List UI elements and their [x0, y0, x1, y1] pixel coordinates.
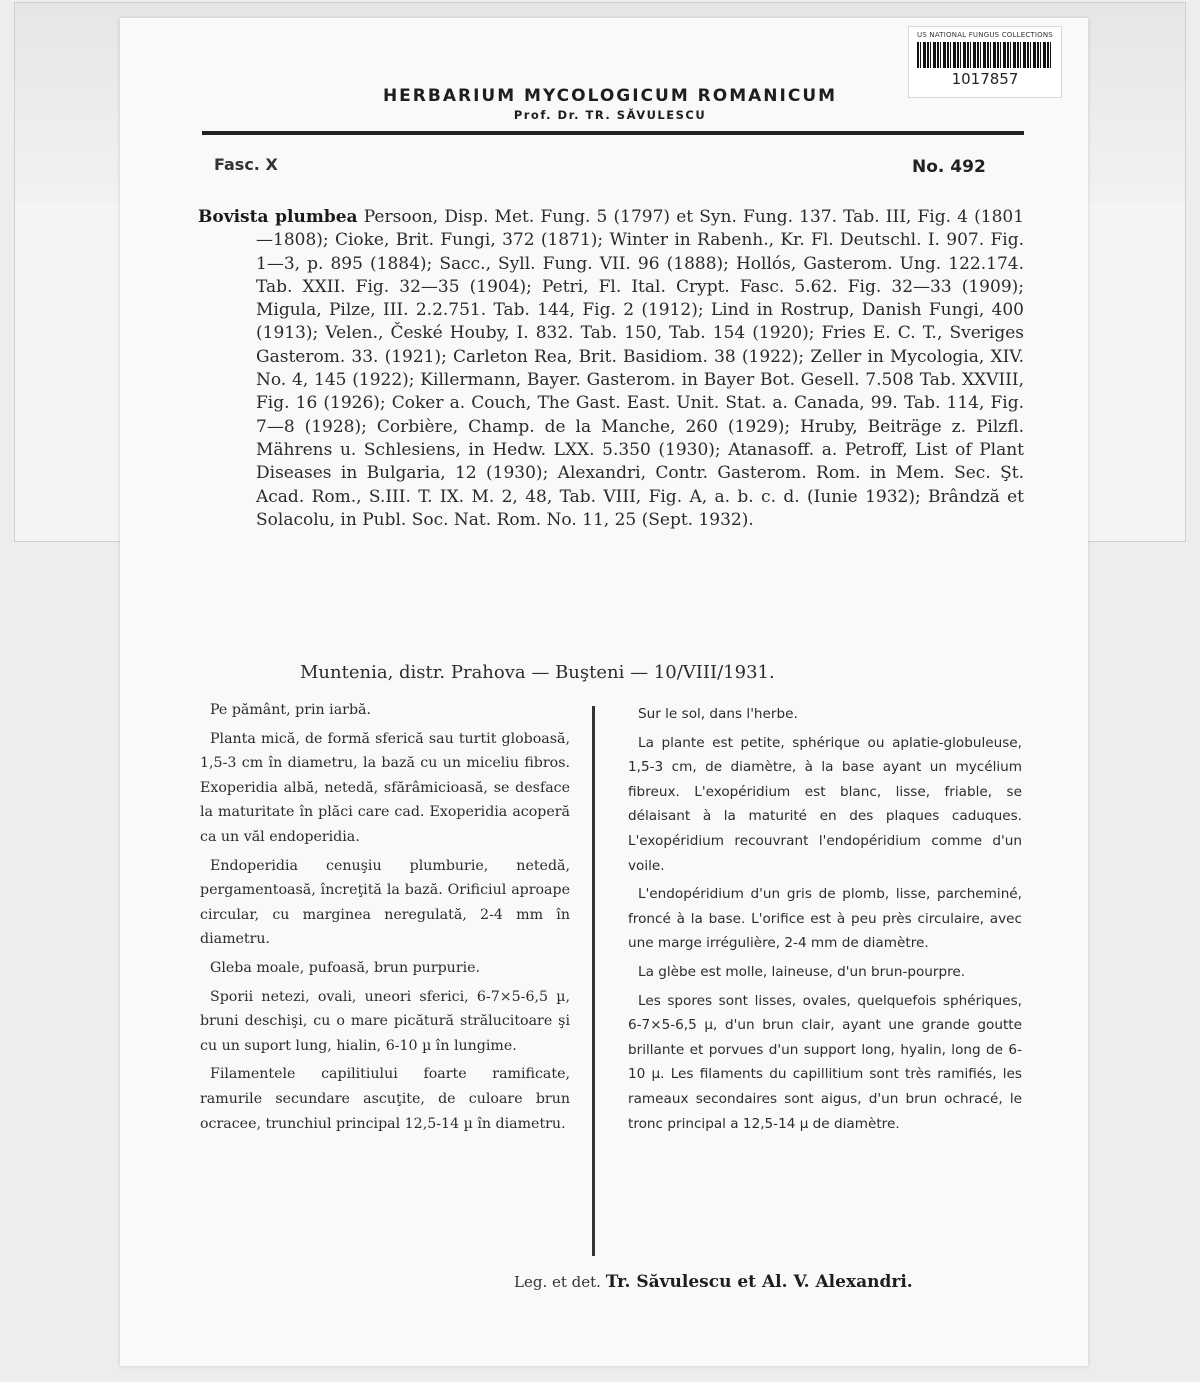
barcode-label [908, 26, 1062, 98]
herbarium-subtitle: Prof. Dr. TR. SĂVULESCU [513, 108, 707, 122]
paragraph: L'endopéridium d'un gris de plomb, lisse, parcheminé, froncé à la base. L'orifice est à peu près circulaire, avec une marge irrégulière, 2-4 mm de diamètre. [628, 886, 1022, 952]
paragraph: La glèbe est molle, laineuse, d'un brun-pourpre. [638, 963, 966, 980]
paragraph: Les spores sont lisses, ovales, quelquefois sphériques, 6-7×5-6,5 µ, d'un brun clair, ayant une grande goutte brillante et porvues d'un support long, hyalin, long de 6-10 µ. Les filaments du capillitium sont très ramifiés, les rameaux secondaires sont aigus, d'un brun ochracé, le tronc principal a 12,5-14 µ de diamètre. [628, 992, 1022, 1132]
paragraph: Sur le sol, dans l'herbe. [638, 706, 798, 722]
collector-names: Tr. Săvulescu et Al. V. Alexandri. [605, 1272, 913, 1292]
column-divider [592, 706, 595, 1256]
barcode-caption: US NATIONAL FUNGUS COLLECTIONS [917, 31, 1053, 39]
barcode-icon [917, 42, 1053, 68]
paragraph: Gleba moale, pufoasă, brun purpurie. [210, 959, 481, 976]
collector-line [514, 1272, 913, 1292]
paragraph: Endoperidia cenuşiu plumburie, netedă, pergamentoasă, încreţită la bază. Orificiul aproape circular, cu marginea neregulată, 2-4 mm în diametru. [200, 857, 570, 948]
paragraph: Planta mică, de formă sferică sau turtit globoasă, 1,5-3 cm în diametru, la bază cu un miceliu fibros. Exoperidia albă, netedă, sfărâmicioasă, se desface la maturitate în plăci care cad. Exoperidia acoperă ca un văl endoperidia. [200, 730, 570, 845]
paragraph: Pe pământ, prin iarbă. [210, 702, 372, 718]
description-romanian [200, 698, 570, 1140]
citation-text: Persoon, Disp. Met. Fung. 5 (1797) et Syn. Fung. 137. Tab. III, Fig. 4 (1801—1808); Cioke, Brit. Fungi, 372 (1871); Winter in Rabenh., Kr. Fl. Deutschl. I. 907. Fig. 1—3, p. 895 (1884); Sacc., Syll. Fung. VII. 96 (1888); Hollós, Gasterom. Ung. 122.174. Tab. XXII. Fig. 32—35 (1904); Petri, Fl. Ital. Crypt. Fasc. 5.62. Fig. 32—33 (1909); Migula, Pilze, III. 2.2.751. Tab. 144, Fig. 2 (1912); Lind in Rostrup, Danish Fungi, 400 (1913); Velen., České Houby, I. 832. Tab. 150, Tab. 154 (1920); Fries E. C. T., Sveriges Gasterom. 33. (1921); Carleton Rea, Brit. Basidiom. 38 (1922); Zeller in Mycologia, XIV. No. 4, 145 (1922); Killermann, Bayer. Gasterom. in Bayer Bot. Gesell. 7.508 Tab. XXVIII, Fig. 16 (1926); Coker a. Couch, The Gast. East. Unit. Stat. a. Canada, 99. Tab. 114, Fig. 7—8 (1928); Corbière, Champ. de la Manche, 260 (1929); Hruby, Beiträge z. Pilzfl. Mährens u. Schlesiens, in Hedw. LXX. 5.350 (1930); Atanasoff. a. Petroff, List of Plant Diseases in Bulgaria, 12 (1930); Alexandri, Contr. Gasterom. Rom. in Mem. Sec. Şt. Acad. Rom., S.III. T. IX. M. 2, 48, Tab. VIII, Fig. A, a. b. c. d. (Iunie 1932); Brândză et Solacolu, in Publ. Soc. Nat. Rom. No. 11, 25 (Sept. 1932). [256, 207, 1025, 530]
description-french [628, 702, 1022, 1140]
paragraph: Sporii netezi, ovali, uneori sferici, 6-7×5-6,5 µ, bruni deschişi, cu o mare picătură strălucitoare şi cu un suport lung, hialin, 6-10 µ în lungime. [200, 988, 570, 1054]
fascicle-label: Fasc. X [214, 155, 278, 174]
taxon-citation [198, 206, 1024, 532]
taxon-name: Bovista plumbea [198, 207, 358, 227]
header-rule [202, 131, 1024, 135]
paragraph: Filamentele capilitiului foarte ramificate, ramurile secundare ascuţite, de culoare brun ocracee, trunchiul principal 12,5-14 µ în diametru. [200, 1066, 570, 1132]
barcode-number: 1017857 [951, 70, 1019, 88]
specimen-number: No. 492 [912, 157, 986, 177]
locality-line: Muntenia, distr. Prahova — Buşteni — 10/VIII/1931. [300, 662, 775, 683]
herbarium-title: HERBARIUM MYCOLOGICUM ROMANICUM [382, 86, 838, 106]
collector-prefix: Leg. et det. [514, 1273, 601, 1291]
paragraph: La plante est petite, sphérique ou aplatie-globuleuse, 1,5-3 cm, de diamètre, à la base ayant un mycélium fibreux. L'exopéridium est blanc, lisse, friable, se délaisant à la maturité en des plaques caduques. L'exopéridium recouvrant l'endopéridium comme d'un voile. [628, 734, 1022, 874]
